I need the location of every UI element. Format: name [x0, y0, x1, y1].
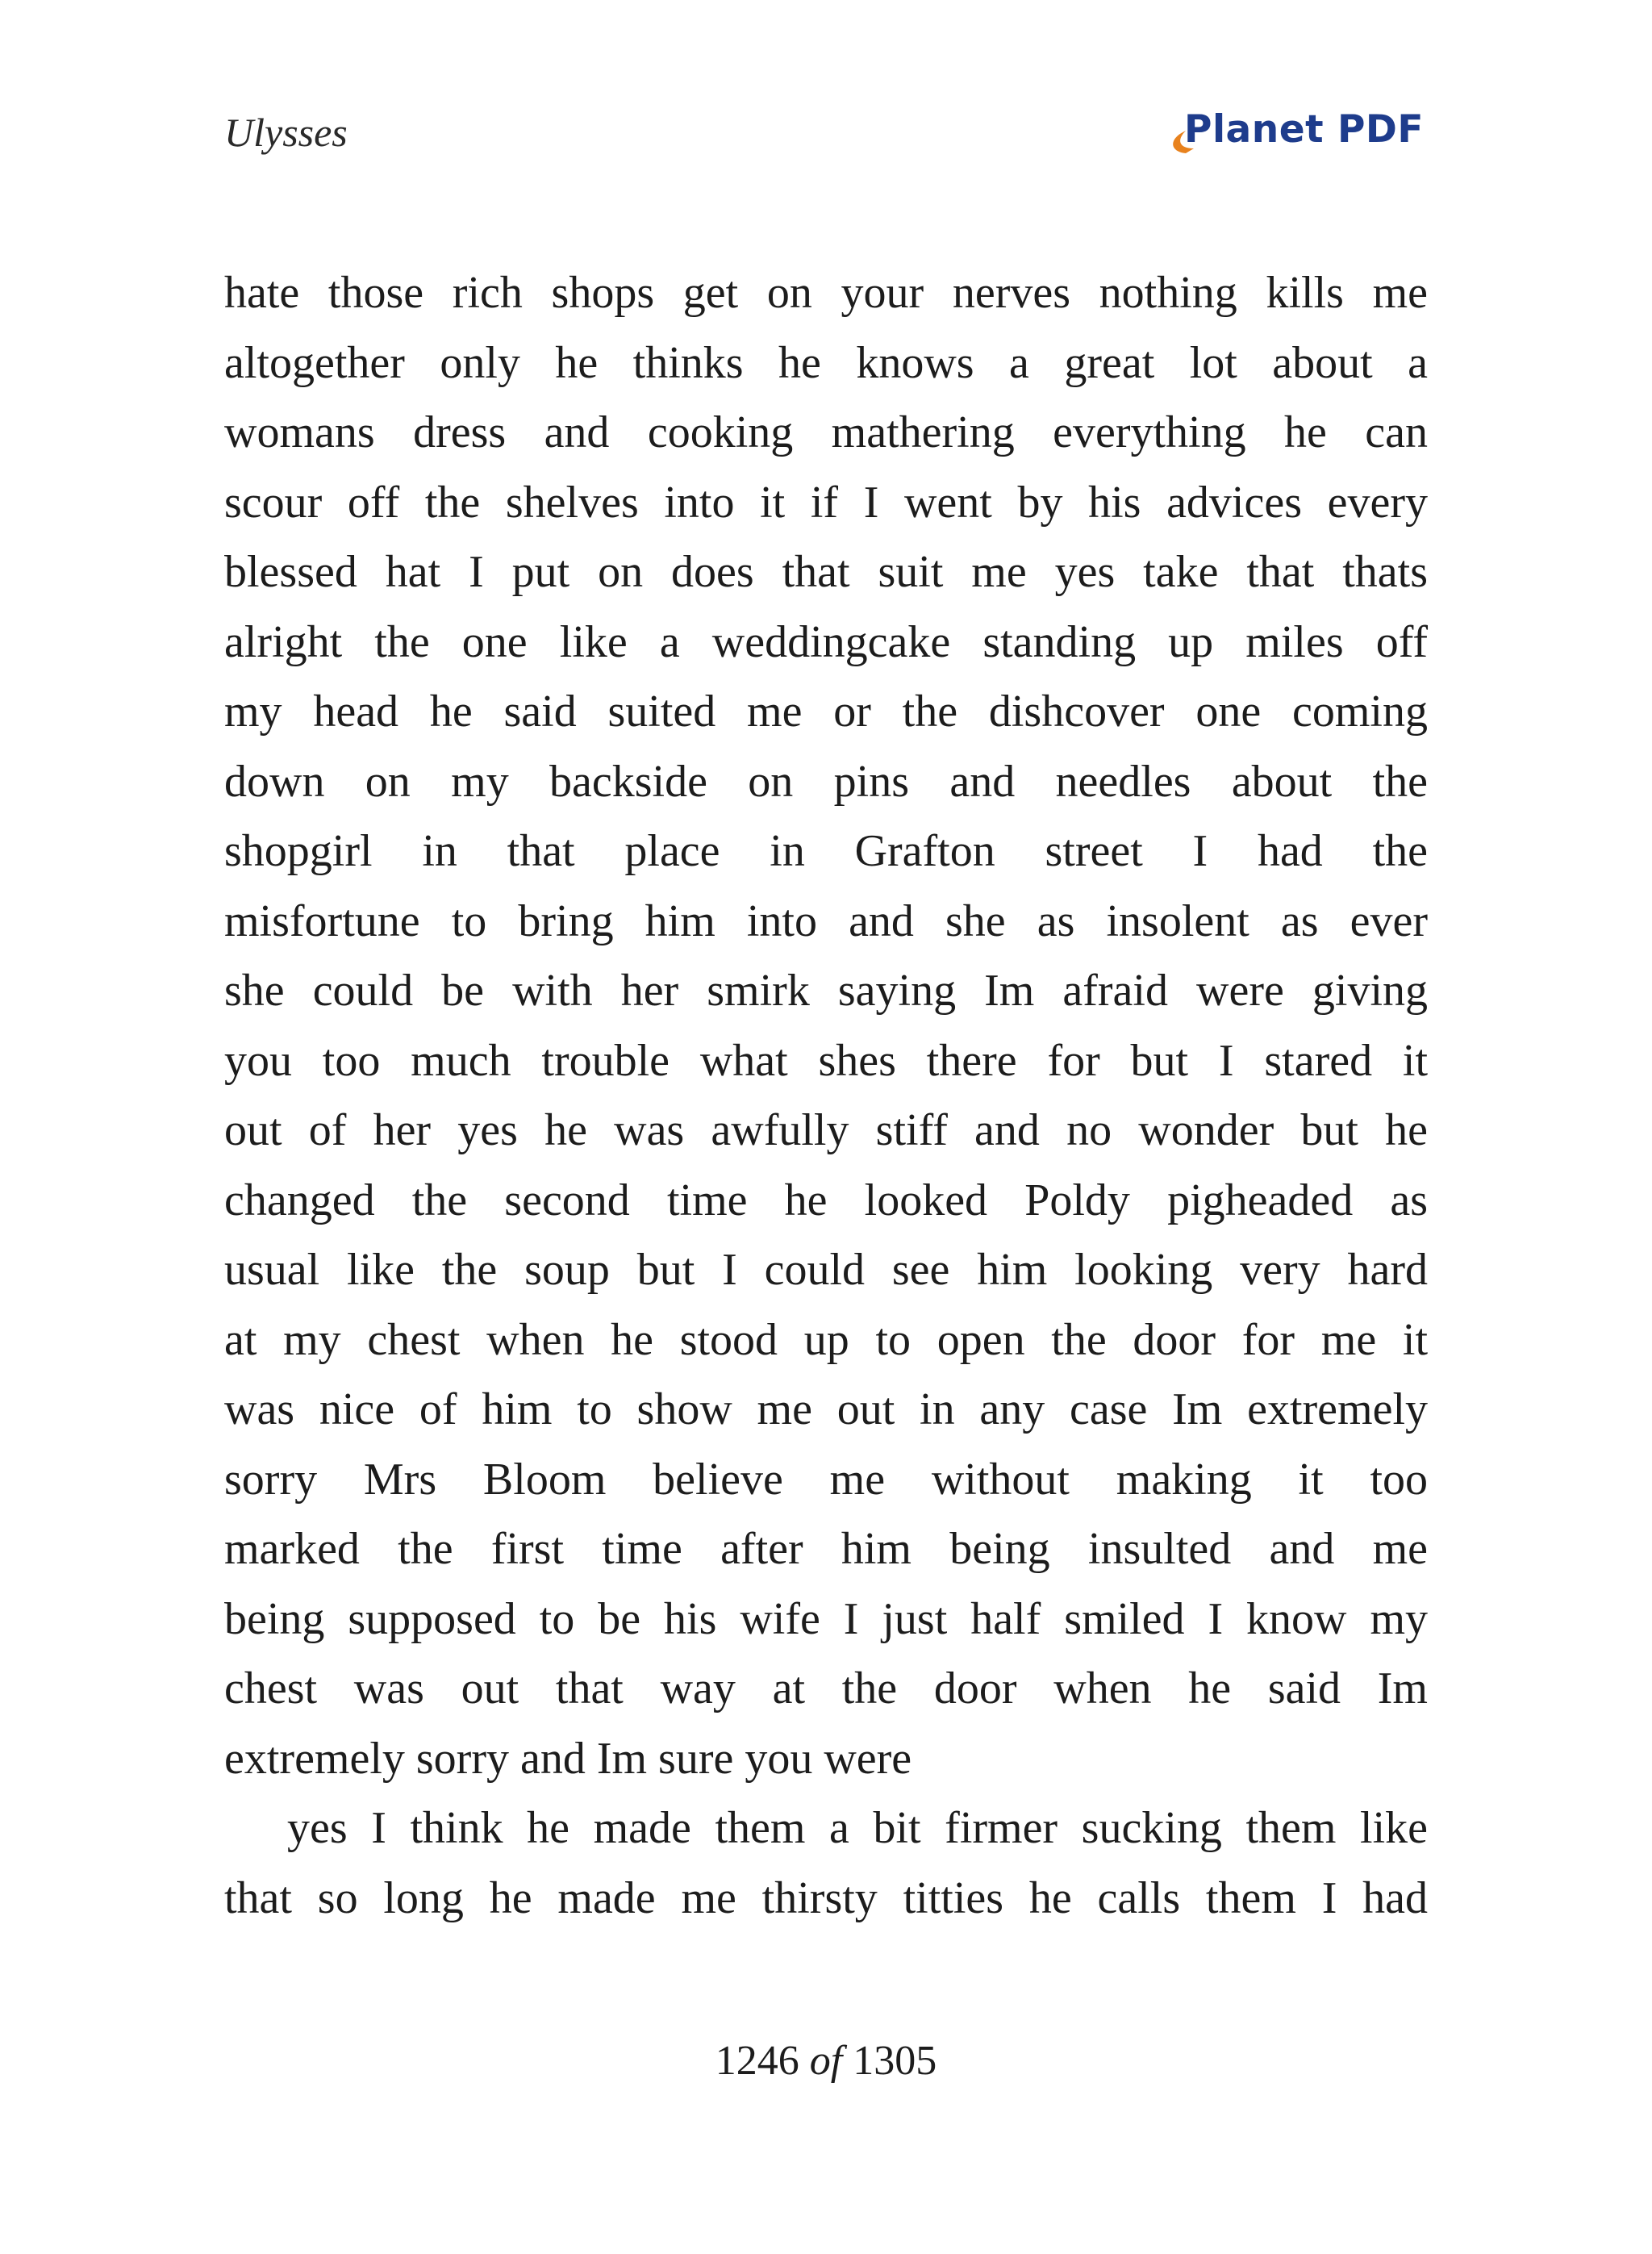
text-line: you too much trouble what shes there for but I stared it [224, 1035, 1428, 1086]
current-page: 1246 [715, 2038, 799, 2084]
text-line: alright the one like a weddingcake standing up miles off [224, 616, 1428, 667]
text-line: usual like the soup but I could see him looking very hard [224, 1245, 1428, 1295]
text-line: blessed hat I put on does that suit me yes take that thats [224, 547, 1428, 597]
text-line: marked the first time after him being insulted and me [224, 1524, 1428, 1574]
text-line: sorry Mrs Bloom believe me without making it too [224, 1454, 1428, 1505]
text-line: at my chest when he stood up to open the door for me it [224, 1314, 1428, 1365]
text-line: scour off the shelves into it if I went by his advices every [224, 477, 1428, 528]
text-line: hate those rich shops get on your nerves nothing kills me [224, 268, 1428, 318]
text-line: altogether only he thinks he knows a great lot about a [224, 337, 1428, 388]
body-text [224, 258, 1428, 1933]
text-line: yes I think he made them a bit firmer sucking them like [287, 1803, 1428, 1853]
text-line: down on my backside on pins and needles about the [224, 756, 1428, 807]
running-title: Ulysses [224, 110, 348, 155]
text-line: that so long he made me thirsty titties he calls them I had [224, 1872, 1428, 1923]
text-line: extremely sorry and Im sure you were [224, 1733, 912, 1784]
text-line: out of her yes he was awfully stiff and no wonder but he [224, 1105, 1428, 1155]
planet-pdf-logo [1162, 103, 1428, 168]
text-line: being supposed to be his wife I just half smiled I know my [224, 1593, 1428, 1644]
logo-text: Planet PDF [1184, 107, 1425, 152]
text-line: changed the second time he looked Poldy pigheaded as [224, 1175, 1428, 1225]
page-of-label: of [809, 2038, 843, 2084]
page-number [0, 2033, 1652, 2089]
text-line: was nice of him to show me out in any case Im extremely [224, 1384, 1428, 1434]
total-pages: 1305 [853, 2038, 937, 2084]
text-line: misfortune to bring him into and she as insolent as ever [224, 895, 1428, 946]
text-line: she could be with her smirk saying Im afraid were giving [224, 966, 1428, 1016]
text-line: chest was out that way at the door when he said Im [224, 1663, 1428, 1713]
text-line: shopgirl in that place in Grafton street I had the [224, 826, 1428, 876]
text-line: womans dress and cooking mathering everything he can [224, 407, 1428, 457]
text-line: my head he said suited me or the dishcover one coming [224, 687, 1428, 737]
